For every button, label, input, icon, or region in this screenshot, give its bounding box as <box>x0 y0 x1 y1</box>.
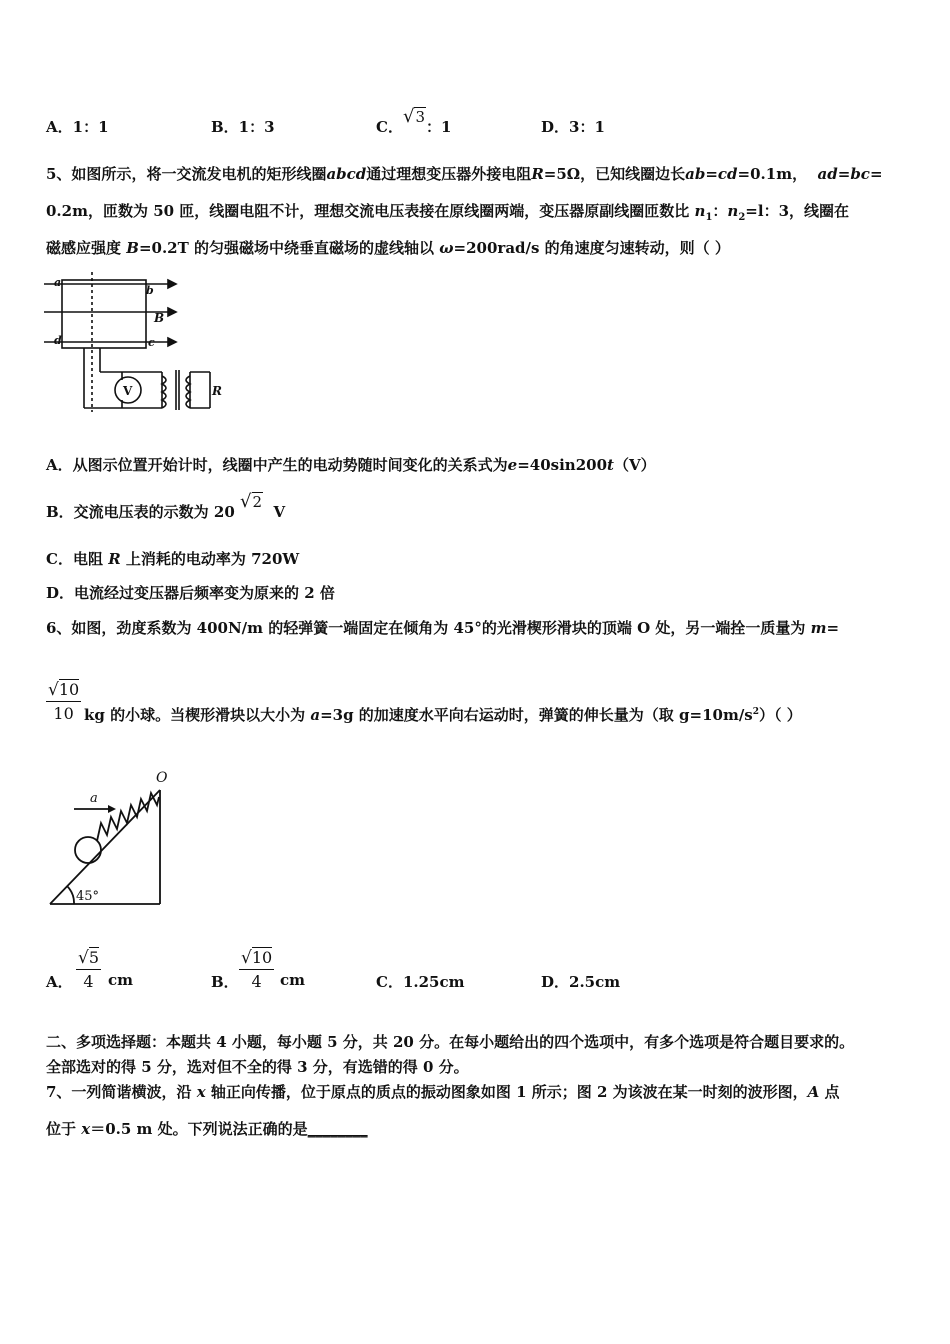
q7-x-symbol: x <box>81 1120 91 1138</box>
q5-option-c <box>46 548 299 569</box>
q5-resistor-symbol: R <box>531 165 544 183</box>
resistor-label: R <box>212 384 222 398</box>
q6-option-d: D．2.5cm <box>541 973 621 991</box>
q5-line-3 <box>46 237 730 258</box>
q5-option-b-text: B．交流电压表的示数为 20 <box>46 503 235 521</box>
voltmeter-label: V <box>123 384 133 398</box>
q5-line-1 <box>46 163 883 184</box>
q5-option-c-text: C．电阻 <box>46 550 103 568</box>
q7-line-2 <box>46 1118 368 1139</box>
q5-coil-label: abcd <box>326 165 367 183</box>
accel-label-a: a <box>90 791 98 806</box>
q6-option-b-unit: cm <box>280 971 306 989</box>
q5-generator-diagram <box>40 272 230 417</box>
q5-side-ad: ad=bc <box>817 165 870 183</box>
field-label-b: B <box>154 311 165 325</box>
q5-option-a-unit: （V） <box>613 456 656 474</box>
q6-mass-fraction: $\frac{√10}{10}$ <box>48 680 80 723</box>
q6-mass-symbol: m <box>810 619 827 637</box>
q5-text: ： <box>712 202 728 220</box>
q7-text: 位于 <box>46 1120 77 1138</box>
q5-option-c-text2: 上消耗的电动率为 720W <box>125 550 300 568</box>
q6-text: 6、如图，劲度系数为 400N/m 的轻弹簧一端固定在倾角为 45°的光滑楔形滑块的顶端 O 处，另一端拴一质量为 <box>46 619 806 637</box>
q5-option-a-formula: =40sin200 <box>517 456 608 474</box>
q6-option-a-fraction: $\frac{√5}{4}$ <box>78 948 100 991</box>
q6-option-a-numerator: 5 <box>88 948 100 967</box>
q6-option-b-denominator: 4 <box>251 972 262 991</box>
q5-line-2 <box>46 200 849 223</box>
q7-text: ＝0.5 m 处。下列说法正确的是 <box>90 1120 308 1138</box>
q4-option-b: B．1：3 <box>211 118 275 136</box>
q6-option-b-label: B． <box>211 973 239 991</box>
q5-text: 0.2m，匝数为 50 匝，线圈电阻不计，理想交流电压表接在原线圈两端，变压器原副线圈匝数比 <box>46 202 690 220</box>
q5-text: =200rad/s 的角速度匀速转动，则（ ） <box>453 239 730 257</box>
q6-fraction-numerator: 10 <box>58 680 80 699</box>
q5-text: =l：3，线圈在 <box>745 202 850 220</box>
angle-label: 45° <box>76 889 100 904</box>
q7-answer-blank: ________ <box>307 1120 368 1138</box>
coil-corner-a: a <box>54 276 62 289</box>
q7-text: 点 <box>824 1083 840 1101</box>
q5-n1: n <box>694 202 706 220</box>
q5-option-a <box>46 454 656 475</box>
q6-text: =3g 的加速度水平向右运动时，弹簧的伸长量为（取 g=10m/s <box>320 706 753 724</box>
coil-corner-b: b <box>146 284 154 297</box>
q5-option-a-e: e <box>507 456 518 474</box>
q7-text: 轴正向传播，位于原点的质点的振动图象如图 1 所示；图 2 为该波在某一时刻的波形图， <box>210 1083 808 1101</box>
coil-corner-d: d <box>54 334 62 347</box>
q5-option-b-unit: V <box>273 503 286 521</box>
q6-equals: = <box>826 619 840 637</box>
q6-option-b-numerator: 10 <box>251 948 273 967</box>
q4-option-c-rest: ：1 <box>425 118 452 136</box>
q4-option-c <box>376 106 452 137</box>
q6-option-c: C．1.25cm <box>376 973 465 991</box>
q7-point-a: A <box>807 1083 820 1101</box>
vertex-label-o: O <box>156 770 168 786</box>
q5-text: 5、如图所示，将一交流发电机的矩形线圈 <box>46 165 327 183</box>
q5-field-symbol: B <box>126 239 139 257</box>
q5-text: =5Ω，已知线圈边长 <box>543 165 686 183</box>
q5-option-d: D．电流经过变压器后频率变为原来的 2 倍 <box>46 584 335 602</box>
sqrt-symbol: √3 <box>402 106 425 127</box>
q5-omega: ω <box>439 239 454 257</box>
q5-option-b-radicand: 2 <box>252 493 263 511</box>
q4-option-c-label: C． <box>376 118 403 136</box>
q5-text: =0.1m， <box>737 165 808 183</box>
q4-option-c-radicand: 3 <box>415 108 425 126</box>
q7-x-symbol: x <box>196 1083 206 1101</box>
q5-text: 通过理想变压器外接电阻 <box>366 165 532 183</box>
q6-option-a-label: A． <box>46 973 73 991</box>
q4-option-d: D．3：1 <box>541 118 605 136</box>
q6-line-2 <box>84 704 802 725</box>
q6-option-a-unit: cm <box>108 971 134 989</box>
q7-text: 7、一列简谐横波，沿 <box>46 1083 192 1101</box>
q6-wedge-diagram <box>44 764 174 909</box>
q7-line-1 <box>46 1081 840 1102</box>
q6-option-a-denominator: 4 <box>83 972 94 991</box>
q6-text: kg 的小球。当楔形滑块以大小为 <box>84 706 306 724</box>
q5-text: = <box>869 165 883 183</box>
q6-superscript: 2 <box>752 707 760 717</box>
q5-n2-sub: 2 <box>738 212 746 223</box>
q5-option-a-t: t <box>607 456 614 474</box>
q5-n2: n <box>727 202 739 220</box>
q5-option-a-text: A．从图示位置开始计时，线圈中产生的电动势随时间变化的关系式为 <box>46 456 508 474</box>
q5-option-c-r: R <box>108 550 121 568</box>
q6-option-b-fraction: $\frac{√10}{4}$ <box>241 948 273 991</box>
q5-text: =0.2T 的匀强磁场中绕垂直磁场的虚线轴以 <box>138 239 434 257</box>
coil-corner-c: c <box>148 336 155 349</box>
q6-accel-symbol: a <box>310 706 321 724</box>
q5-text: 磁感应强度 <box>46 239 122 257</box>
q4-option-a: A．1：1 <box>46 118 109 136</box>
section-2-scoring: 全部选对的得 5 分，选对但不全的得 3 分，有选错的得 0 分。 <box>46 1058 469 1076</box>
q6-fraction-denominator: 10 <box>53 704 74 723</box>
section-2-heading: 二、多项选择题：本题共 4 小题，每小题 5 分，共 20 分。在每小题给出的四个选项中，有多个选项是符合题目要求的。 <box>46 1033 855 1051</box>
q5-n1-sub: 1 <box>705 212 713 223</box>
q5-option-b <box>46 491 286 522</box>
q6-text: ）（ ） <box>759 706 802 724</box>
q6-line-1 <box>46 617 839 638</box>
q5-side-ab: ab=cd <box>685 165 738 183</box>
sqrt-symbol: √2 <box>240 491 263 512</box>
